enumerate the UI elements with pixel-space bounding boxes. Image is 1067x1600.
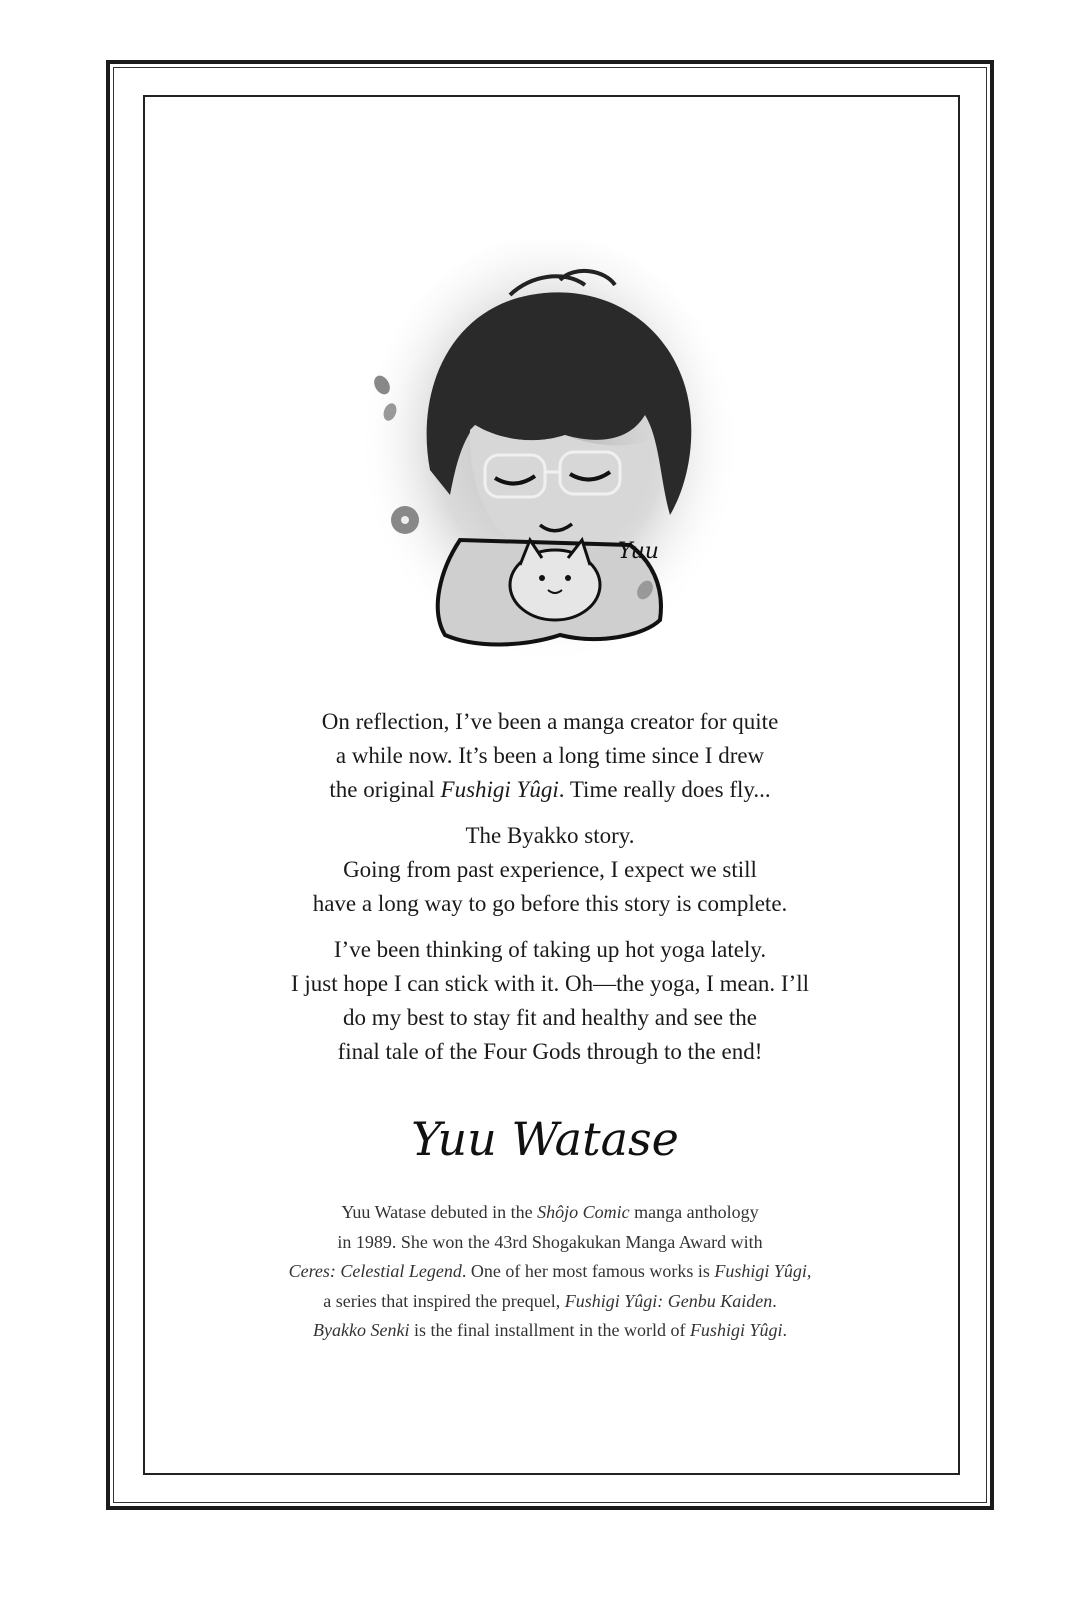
text-segment: . xyxy=(782,1320,787,1340)
text-segment: manga anthology xyxy=(629,1202,759,1222)
message-line: do my best to stay fit and healthy and see the xyxy=(343,1005,757,1030)
text-segment: a series that inspired the prequel, xyxy=(323,1290,565,1311)
message-line: The Byakko story. xyxy=(465,823,635,848)
title-italic: Fushigi Yûgi: Genbu Kaiden xyxy=(564,1290,773,1311)
text-segment: the original xyxy=(329,777,441,802)
author-signature xyxy=(380,1105,710,1175)
message-line xyxy=(200,773,900,807)
bio-line: in 1989. She won the 43rd Shogakukan Manga Award with xyxy=(337,1231,763,1252)
message-line: final tale of the Four Gods through to the end! xyxy=(337,1039,763,1064)
author-portrait-icon xyxy=(360,240,740,670)
message-paragraph-3 xyxy=(200,933,900,1069)
message-line: I’ve been thinking of taking up hot yoga lately. xyxy=(333,937,767,962)
message-line: have a long way to go before this story is complete. xyxy=(312,891,788,916)
title-italic: Fushigi Yûgi, xyxy=(714,1261,812,1281)
title-italic: Ceres: Celestial Legend xyxy=(288,1261,462,1281)
message-line: a while now. It’s been a long time since I drew xyxy=(335,743,765,768)
title-italic: Fushigi Yûgi xyxy=(440,777,559,802)
bio-line xyxy=(200,1316,900,1346)
text-segment: Yuu Watase debuted in the xyxy=(341,1202,538,1222)
text-segment: . Time really does fly... xyxy=(558,777,771,802)
author-bio xyxy=(200,1198,900,1346)
bio-line xyxy=(200,1257,900,1287)
bio-line xyxy=(200,1287,900,1317)
portrait-signature: Yuu xyxy=(618,539,659,564)
title-italic: Byakko Senki xyxy=(313,1320,410,1340)
text-segment: . One of her most famous works is xyxy=(461,1261,715,1281)
text-segment: is the final installment in the world of xyxy=(409,1320,690,1340)
message-paragraph-2 xyxy=(200,819,900,921)
signature-text: Yuu Watase xyxy=(411,1112,679,1166)
message-line: I just hope I can stick with it. Oh—the yoga, I mean. I’ll xyxy=(290,971,810,996)
text-segment: . xyxy=(772,1290,777,1311)
message-paragraph-1 xyxy=(200,705,900,807)
title-italic: Shôjo Comic xyxy=(537,1202,630,1222)
author-message xyxy=(200,705,900,1081)
message-line: On reflection, I’ve been a manga creator for quite xyxy=(321,709,779,734)
title-italic: Fushigi Yûgi xyxy=(689,1320,783,1340)
bio-line xyxy=(200,1198,900,1228)
message-line: Going from past experience, I expect we still xyxy=(343,857,757,882)
